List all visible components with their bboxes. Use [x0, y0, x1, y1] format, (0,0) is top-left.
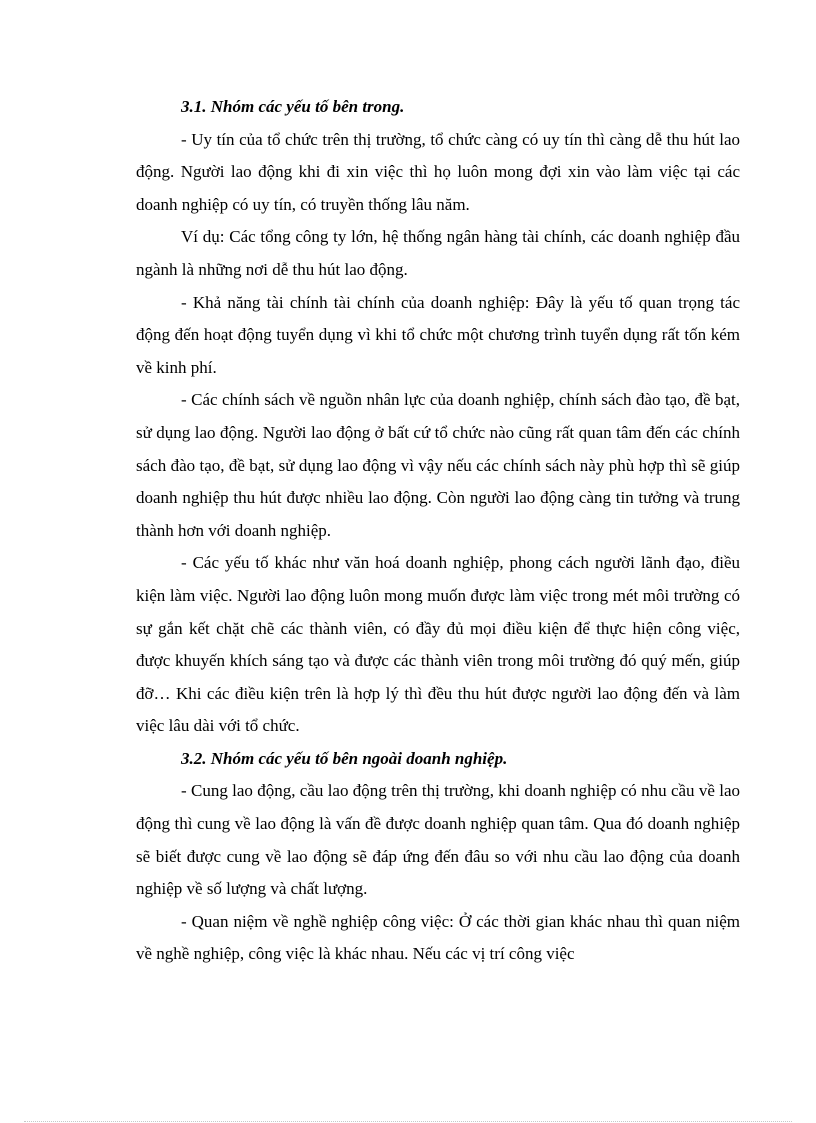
paragraph-reputation: - Uy tín của tổ chức trên thị trường, tổ chức càng có uy tín thì càng dễ thu hút lao động. Người lao động khi đi xin việc thì họ luôn mong đợi xin vào làm việc tại các doanh nghiệp có uy tín, có truyền thống lâu năm.: [136, 129, 740, 214]
page-bottom-divider: [24, 1121, 792, 1122]
section-heading-external-factors: 3.2. Nhóm các yếu tố bên ngoài doanh nghiệp.: [181, 748, 508, 768]
paragraph-career-perception: - Quan niệm về nghề nghiệp công việc: Ở các thời gian khác nhau thì quan niệm về nghề nghiệp, công việc là khác nhau. Nếu các vị trí công việc: [136, 911, 740, 964]
paragraph-financial-capacity: - Khả năng tài chính tài chính của doanh nghiệp: Đây là yếu tố quan trọng tác động đến hoạt động tuyển dụng vì khi tổ chức một chương trình tuyển dụng rất tốn kém về kinh phí.: [136, 292, 740, 377]
paragraph-example: Ví dụ: Các tổng công ty lớn, hệ thống ngân hàng tài chính, các doanh nghiệp đầu ngành là những nơi dễ thu hút lao động.: [136, 227, 740, 279]
paragraph-labor-supply-demand: - Cung lao động, cầu lao động trên thị trường, khi doanh nghiệp có nhu cầu về lao động thì cung về lao động là vấn đề được doanh nghiệp quan tâm. Qua đó doanh nghiệp sẽ biết được cung về lao động sẽ đáp ứng đến đâu so với nhu cầu lao động của doanh nghiệp về số lượng và chất lượng.: [136, 781, 740, 899]
document-page: [136, 91, 740, 971]
paragraph-hr-policies: - Các chính sách về nguồn nhân lực của doanh nghiệp, chính sách đào tạo, đề bạt, sử dụng lao động. Người lao động ở bất cứ tổ chức nào cũng rất quan tâm đến các chính sách đào tạo, đề bạt, sử dụng lao động vì vậy nếu các chính sách này phù hợp thì sẽ giúp doanh nghiệp thu hút được nhiều lao động. Còn người lao động càng tin tưởng và trung thành hơn với doanh nghiệp.: [136, 390, 740, 540]
section-heading-internal-factors: 3.1. Nhóm các yếu tố bên trong.: [181, 97, 405, 116]
paragraph-other-factors: - Các yếu tố khác như văn hoá doanh nghiệp, phong cách người lãnh đạo, điều kiện làm việc. Người lao động luôn mong muốn được làm việc trong mét môi trường có sự gắn kết chặt chẽ các thành viên, có đầy đủ mọi điều kiện để thực hiện công việc, được khuyến khích sáng tạo và được các thành viên trong môi trường đó quý mến, giúp đỡ… Khi các điều kiện trên là hợp lý thì đều thu hút được người lao động đến và làm việc lâu dài với tổ chức.: [136, 553, 740, 736]
